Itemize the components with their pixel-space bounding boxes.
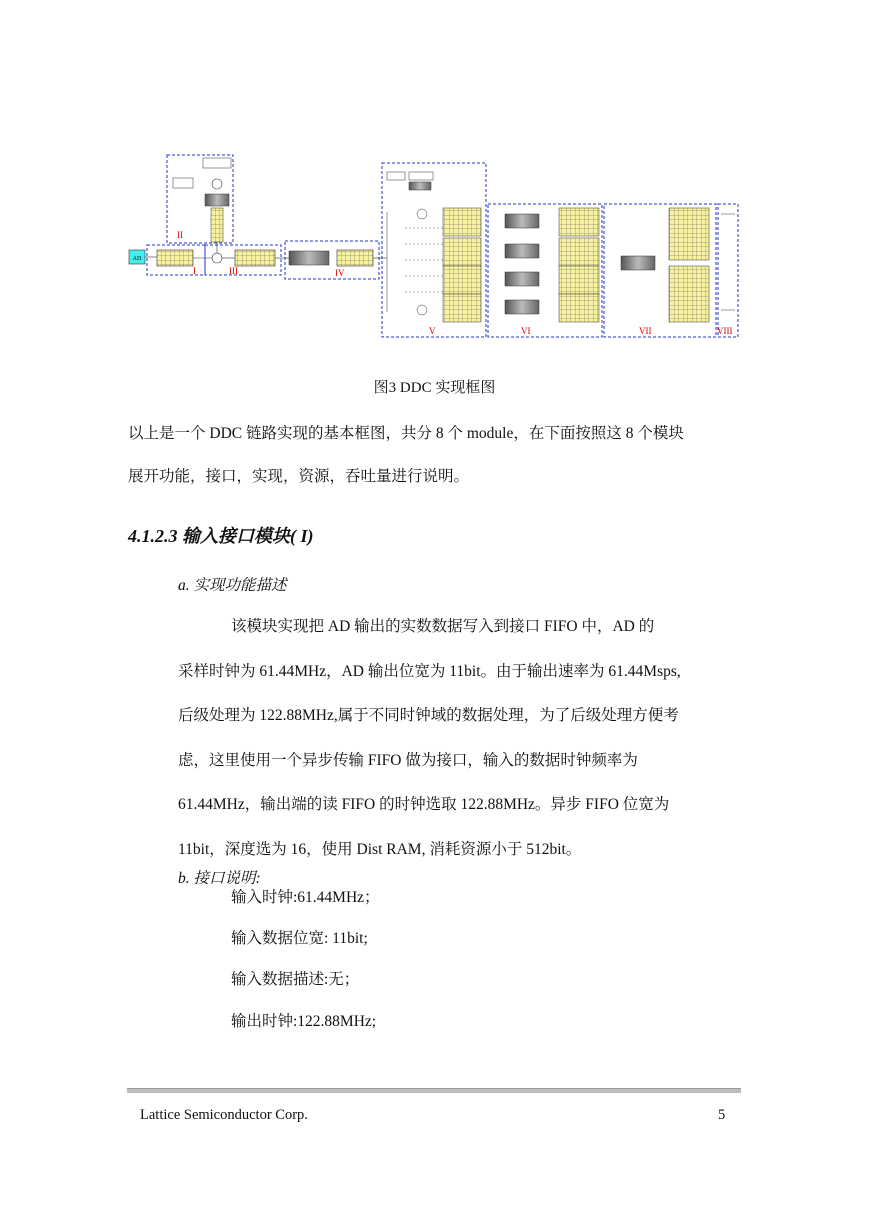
para-line-1: 该模块实现把 AD 输出的实数数据写入到接口 FIFO 中，AD 的 [231, 618, 655, 635]
section-heading: 4.1.2.3 输入接口模块( I) [128, 526, 314, 546]
para-line-5: 61.44MHz，输出端的读 FIFO 的时钟选取 122.88MHz。异步 FIFO 位宽为 [178, 796, 670, 813]
figure-caption: 图3 DDC 实现框图 [373, 380, 496, 396]
interface-line-4: 输出时钟:122.88MHz; [231, 1013, 377, 1030]
svg-text:VII: VII [639, 326, 652, 336]
intro-line-2: 展开功能，接口，实现，资源，吞吐量进行说明。 [128, 468, 470, 485]
svg-text:II: II [177, 230, 183, 240]
svg-text:VI: VI [521, 326, 531, 336]
footer-rule [127, 1088, 741, 1093]
footer-company: Lattice Semiconductor Corp. [140, 1107, 308, 1123]
region-viii [718, 204, 738, 337]
svg-text:VIII: VIII [717, 326, 733, 336]
svg-text:IV: IV [335, 268, 345, 278]
para-line-6: 11bit，深度选为 16，使用 Dist RAM, 消耗资源小于 512bit。 [178, 841, 582, 858]
ddc-block-diagram [125, 152, 743, 342]
svg-text:V: V [429, 326, 436, 336]
svg-text:I: I [193, 266, 196, 276]
subsection-b-title: b. 接口说明: [178, 870, 261, 887]
page-number: 5 [718, 1107, 726, 1123]
interface-line-1: 输入时钟:61.44MHz； [231, 889, 380, 906]
subsection-a-title: a. 实现功能描述 [178, 577, 287, 594]
para-line-4: 虑，这里使用一个异步传输 FIFO 做为接口，输入的数据时钟频率为 [178, 752, 638, 769]
ad-label: AD [132, 256, 142, 262]
interface-line-2: 输入数据位宽: 11bit; [231, 930, 368, 947]
svg-text:III: III [229, 266, 238, 276]
intro-line-1: 以上是一个 DDC 链路实现的基本框图，共分 8 个 module，在下面按照这 8 个模块 [128, 425, 684, 442]
para-line-2: 采样时钟为 61.44MHz，AD 输出位宽为 11bit。由于输出速率为 61.44Msps, [178, 663, 681, 680]
interface-line-3: 输入数据描述:无； [231, 971, 360, 988]
para-line-3: 后级处理为 122.88MHz,属于不同时钟域的数据处理，为了后级处理方便考 [178, 707, 679, 724]
